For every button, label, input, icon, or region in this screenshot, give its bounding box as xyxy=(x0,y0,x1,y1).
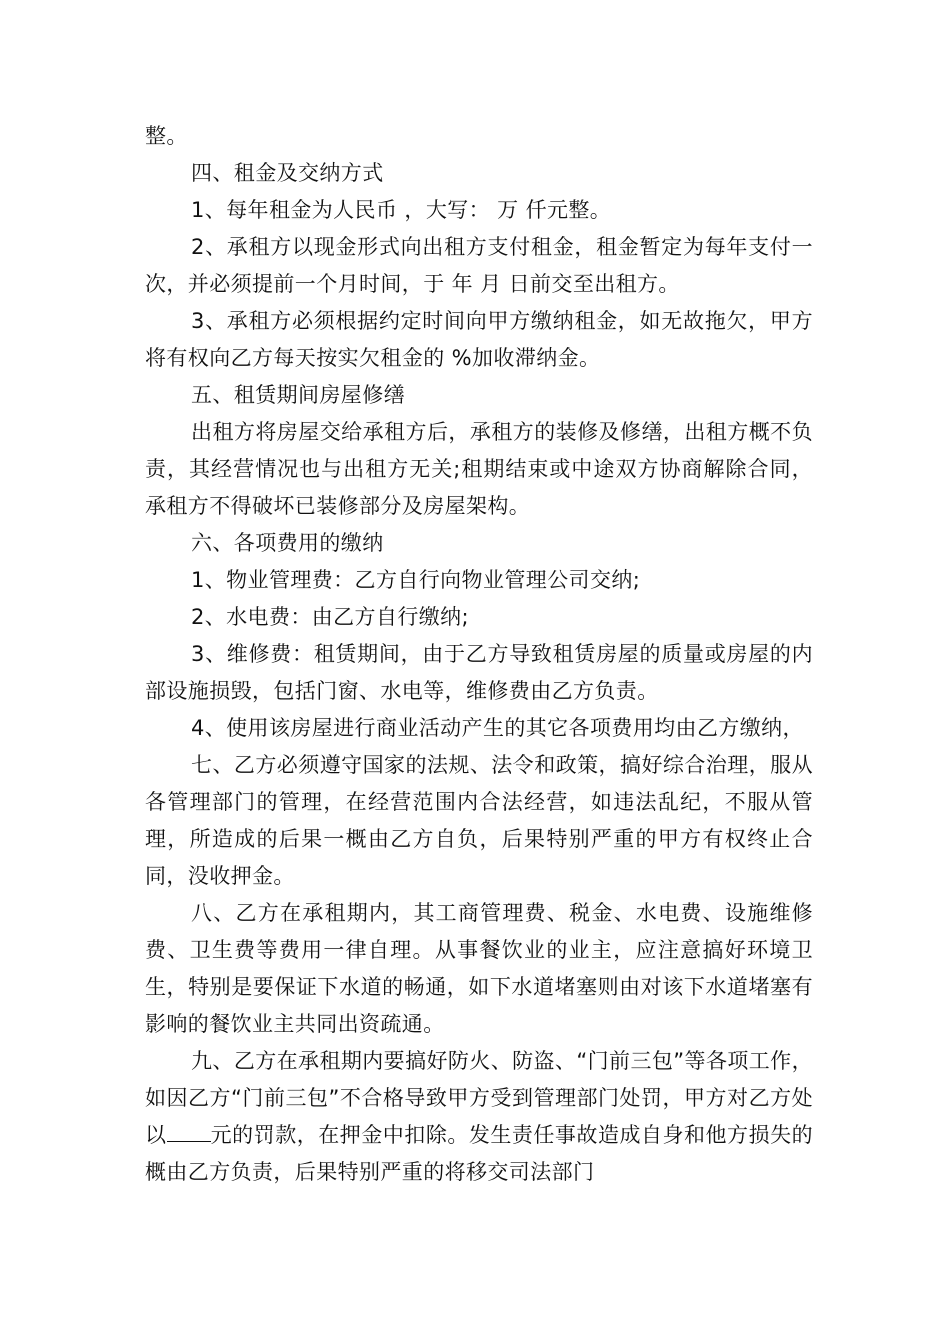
paragraph-continuation: 整。 xyxy=(145,124,188,148)
paragraph-maintenance-fee: 3、维修费：租赁期间，由于乙方导致租赁房屋的质量或房屋的内部设施损毁，包括门窗、水电等，维修费由乙方负责。 xyxy=(145,642,813,703)
section-nine-after-blank: 元的罚款，在押金中扣除。发生责任事故造成自身和他方损失的概由乙方负责，后果特别严重的将移交司法部门 xyxy=(145,1123,814,1184)
section-heading-repair: 五、租赁期间房屋修缮 xyxy=(191,383,405,407)
paragraph-utility-fee: 2、水电费：由乙方自行缴纳; xyxy=(191,605,470,629)
document-body xyxy=(145,118,813,1191)
paragraph-other-fees: 4、使用该房屋进行商业活动产生的其它各项费用均由乙方缴纳， xyxy=(191,716,804,740)
section-heading-fees: 六、各项费用的缴纳 xyxy=(191,531,384,555)
section-nine-before-blank: 九、乙方在承租期内要搞好防火、防盗、“门前三包”等各项工作，如因乙方“门前三包”不合格导致甲方受到管理部门处罚，甲方对乙方处以 xyxy=(145,1049,813,1147)
fine-amount-blank xyxy=(167,1119,211,1142)
paragraph-rent-amount: 1、每年租金为人民币 ，大写： 万 仟元整。 xyxy=(191,198,612,222)
section-seven: 七、乙方必须遵守国家的法规、法令和政策，搞好综合治理，服从各管理部门的管理，在经营范围内合法经营，如违法乱纪，不服从管理，所造成的后果一概由乙方自负，后果特别严重的甲方有权终止合同，没收押金。 xyxy=(145,753,813,888)
paragraph-repair: 出租方将房屋交给承租方后，承租方的装修及修缮，出租方概不负责，其经营情况也与出租方无关;租期结束或中途双方协商解除合同，承租方不得破坏已装修部分及房屋架构。 xyxy=(145,420,813,518)
section-heading-rent: 四、租金及交纳方式 xyxy=(191,161,384,185)
paragraph-rent-payment: 2、承租方以现金形式向出租方支付租金，租金暂定为每年支付一次，并必须提前一个月时间，于 年 月 日前交至出租方。 xyxy=(145,235,813,296)
paragraph-late-fee: 3、承租方必须根据约定时间向甲方缴纳租金，如无故拖欠，甲方将有权向乙方每天按实欠租金的 %加收滞纳金。 xyxy=(145,309,813,370)
section-eight: 八、乙方在承租期内，其工商管理费、税金、水电费、设施维修费、卫生费等费用一律自理。从事餐饮业的业主，应注意搞好环境卫生，特别是要保证下水道的畅通，如下水道堵塞则由对该下水道堵塞有影响的餐饮业主共同出资疏通。 xyxy=(145,901,813,1036)
paragraph-property-fee: 1、物业管理费：乙方自行向物业管理公司交纳; xyxy=(191,568,641,592)
section-nine xyxy=(145,1043,813,1191)
